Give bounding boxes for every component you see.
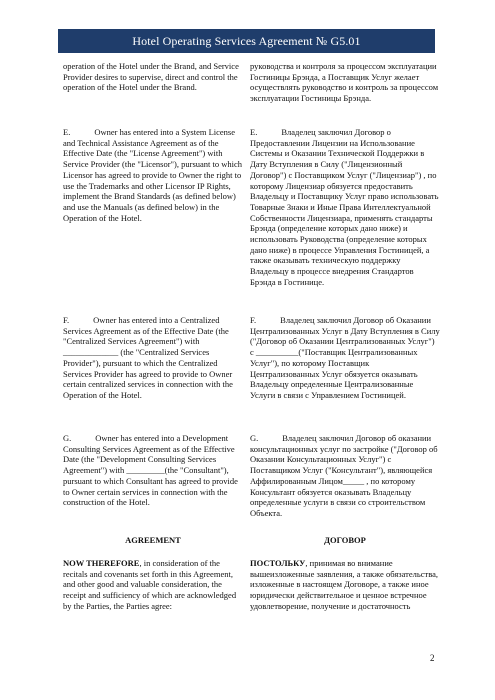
recital-g-ru [250,433,440,519]
recital-e-label-ru: E. [250,127,258,137]
document-title: Hotel Operating Services Agreement № G5.01 [132,33,361,48]
now-therefore-text: , in consideration of the recitals and covenants set forth in this Agreement, and other good and valuable consideration, the receipt and sufficiency of which are acknowledged by the Parties, the Parties agree: [63,558,237,611]
recital-g-text-ru: Владелец заключил Договор об оказании консультационных услуг по застройке ("Договор об Оказании Консультационных Услуг") с Поставщиком Услуг ("Консультант"), являющейся Аффилированным Лицом_____ , по которому Консультант обязуется оказывать Владельцу определенные услуги в связи со строительством Объекта. [250,433,438,518]
recital-g-en [63,433,243,508]
now-therefore-paragraph-en [63,558,243,612]
now-therefore-bold-ru: ПОСТОЛЬКУ [250,558,306,568]
recital-e-en [63,127,243,223]
recital-f-text: Owner has entered into a Centralized Services Agreement as of the Effective Date (the "Centralized Services Agreement") with _____________ (the "Centralized Services Provider"), pursuant to which the Centralized Services Provider has agreed to provide to Owner certain centralized services in connection with the Operation of the Hotel. [63,315,233,400]
now-therefore-bold: NOW THEREFORE [63,558,140,568]
intro-paragraph-en: operation of the Hotel under the Brand, and Service Provider desires to supervise, direct and control the operation of the Hotel under the Brand. [63,61,239,93]
intro-paragraph-ru: руководства и контроля за процессом эксплуатации Гостиницы Брэнда, а Поставщик Услуг желает осуществлять руководство и контроль за процессом эксплуатации Гостиницы Брэнда. [250,61,439,104]
now-therefore-paragraph-ru [250,558,440,612]
recital-e-label: E. [63,127,71,137]
recital-f-label: F. [63,315,70,325]
recital-e-text-ru: Владелец заключил Договор о Предоставлении Лицензии на Использование Системы и Оказании Технической Поддержки в Дату Вступления в Силу ("Лицензионный Договор") с Поставщиком Услуг ("Лицензиар") , по которому Лицензиар обязуется предоставить Владельцу и Поставщику Услуг право использовать Товарные Знаки и Иные Права Интеллектуальной Собственности Лицензиара, применять стандарты Брэнда (определение которых дано ниже) и использовать Руководства (определение которых дано ниже) в процессе Управления Гостиницей, а также оказывать техническую поддержку Владельцу в процессе внедрения Стандартов Брэнда в Гостинице. [250,127,439,287]
recital-g-label-ru: G. [250,433,259,443]
agreement-heading-en: AGREEMENT [125,535,181,545]
recital-g-label: G. [63,433,72,443]
recital-e-ru [250,127,440,288]
recital-e-text: Owner has entered into a System License and Technical Assistance Agreement as of the Effective Date (the "License Agreement") with Service Provider (the "Licensor"), pursuant to which Licensor has agreed to provide to Owner the right to use the Trademarks and other Licensor IP Rights, implement the Brand Standards (as defined below) and use the Manuals (as defined below) in the Operation of the Hotel. [63,127,243,223]
recital-f-text-ru: Владелец заключил Договор об Оказании Централизованных Услуг в Дату Вступления в Силу ("Договор об Оказании Централизованных Услуг") с __________("Поставщик Централизованных Услуг"), по которому Поставщик Централизованных Услуг обязуется оказывать Владельцу определенные Централизованные Услуги в связи с Управлением Гостиницей. [250,315,440,400]
now-therefore-text-ru: , принимая во внимание вышеизложенные заявления, а также обязательства, изложенные в настоящем Договоре, а также иное юридически действительное и ценное встречное удовлетворение, получение и достаточность [250,558,439,611]
recital-f-ru [250,315,440,401]
recital-g-text: Owner has entered into a Development Consulting Services Agreement as of the Effective Date (the "Development Consulting Services Agreement") with _________(the "Consultant"), pursuant to which Consultant has agreed to provide to Owner certain services in connection with the construction of the Hotel. [63,433,238,508]
recital-f-label-ru: F. [250,315,257,325]
document-header [58,29,435,53]
recital-f-en [63,315,243,401]
page-number: 2 [430,653,435,663]
agreement-heading-ru: ДОГОВОР [324,535,366,545]
